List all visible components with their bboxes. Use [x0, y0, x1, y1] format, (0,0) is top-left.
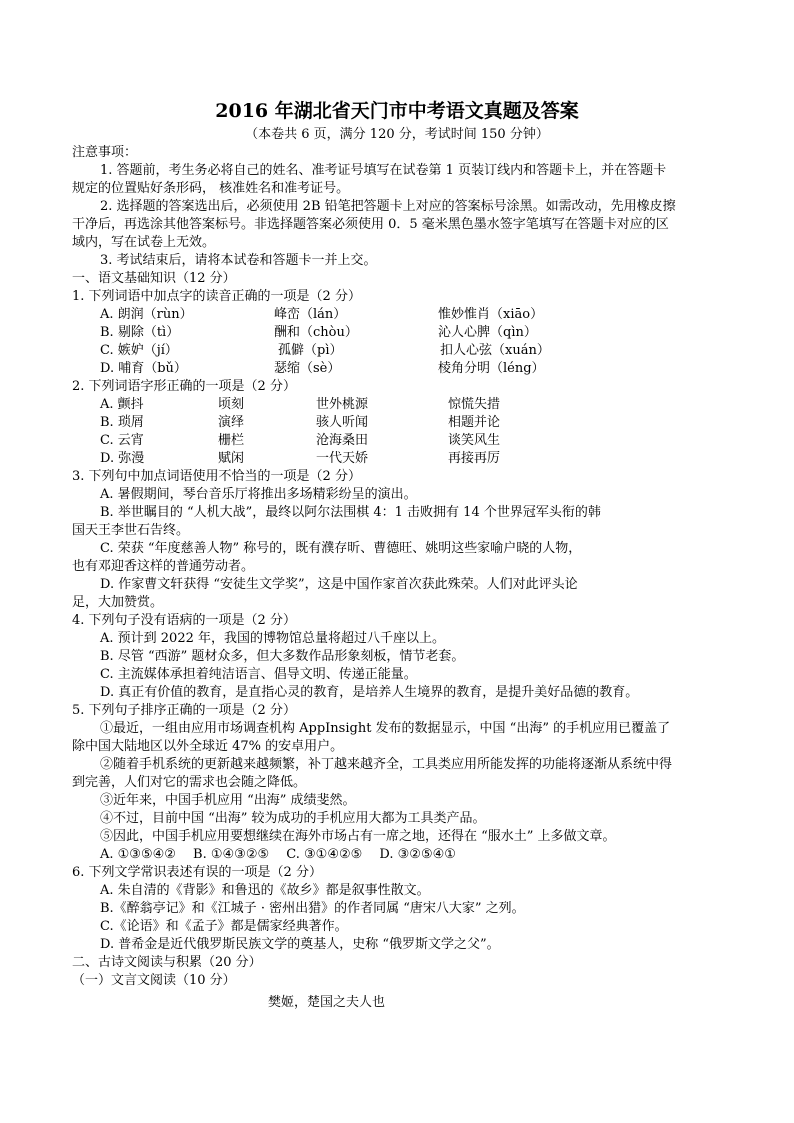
notice-item-2-line-2: 干净后，再选涂其他答案标号。非选择题答案必须使用 0．5 毫米黑色墨水签字笔填写在答题卡对应的区 [72, 217, 669, 232]
q1-option-c-2: 孤僻（pì） [278, 343, 343, 358]
q1-option-a-1: A. 朗润（rùn） [100, 307, 193, 322]
q6-stem: 6. 下列文学常识表述有误的一项是（2 分） [72, 865, 322, 880]
section-2-heading: 二、古诗文阅读与积累（20 分） [72, 955, 262, 970]
notice-item-2-line-1: 2. 选择题的答案选出后，必须使用 2B 铅笔把答题卡上对应的答案标号涂黑。如需改动，先用橡皮擦 [100, 199, 676, 214]
q3-option-d-line-2: 足，大加赞赏。 [72, 595, 164, 610]
q3-stem: 3. 下列句中加点词语使用不恰当的一项是（2 分） [72, 469, 361, 484]
exam-subtitle: （本卷共 6 页，满分 120 分，考试时间 150 分钟） [245, 127, 549, 142]
q5-sentence-3: ③近年来，中国手机应用 “出海” 成绩斐然。 [100, 793, 356, 808]
q1-option-c-3: 扣人心弦（xuán） [440, 343, 550, 358]
q3-option-c-line-1: C. 荣获 “年度慈善人物” 称号的，既有濮存昕、曹德旺、姚明这些家喻户晓的人物， [100, 541, 582, 556]
q5-sentence-2-line-1: ②随着手机系统的更新越来越频繁，补丁越来越齐全，工具类应用所能发挥的功能将逐渐从系统中得 [100, 757, 673, 772]
notice-item-3: 3. 考试结束后，请将本试卷和答题卡一并上交。 [100, 253, 377, 268]
section-2-1-heading: （一）文言文阅读（10 分） [72, 973, 236, 988]
q5-sentence-2-line-2: 到完善，人们对它的需求也会随之降低。 [72, 775, 307, 790]
notice-heading: 注意事项： [72, 145, 138, 160]
q4-option-b: B. 尽管 “西游” 题材众多，但大多数作品形象刻板，情节老套。 [100, 649, 465, 664]
q2-option-a-1: A. 颤抖 [100, 397, 144, 412]
notice-item-1-line-1: 1. 答题前，考生务必将自己的姓名、准考证号填写在试卷第 1 页装订线内和答题卡上，并在答题卡 [100, 163, 667, 178]
q2-option-a-3: 世外桃源 [316, 397, 369, 412]
q5-sentence-1-line-2: 除中国大陆地区以外全球近 47% 的安卓用户。 [72, 739, 344, 754]
q2-option-d-3: 一代天娇 [316, 451, 369, 466]
q2-option-b-4: 相题并论 [448, 415, 501, 430]
notice-item-2-line-3: 域内，写在试卷上无效。 [72, 235, 216, 250]
q2-option-d-2: 赋闲 [218, 451, 245, 466]
q2-option-d-1: D. 弥漫 [100, 451, 145, 466]
q3-option-d-line-1: D. 作家曹文轩获得 “安徒生文学奖”，这是中国作家首次获此殊荣。人们对此评头论 [100, 577, 578, 592]
q6-option-c: C.《论语》和《孟子》都是儒家经典著作。 [100, 919, 348, 934]
q5-sentence-4: ④不过，目前中国 “出海” 较为成功的手机应用大都为工具类产品。 [100, 811, 486, 826]
q5-options: A. ①③⑤④② B. ①④③②⑤ C. ③①④②⑤ D. ③②⑤④① [100, 847, 456, 862]
q3-option-b-line-1: B. 举世瞩目的 “人机大战”，最终以阿尔法围棋 4：1 击败拥有 14 个世界冠军头衔的韩 [100, 505, 601, 520]
q2-option-c-1: C. 云宵 [100, 433, 144, 448]
q2-stem: 2. 下列词语字形正确的一项是（2 分） [72, 379, 296, 394]
q6-option-b: B.《醉翁亭记》和《江城子 · 密州出猎》的作者同属 “唐宋八大家” 之列。 [100, 901, 525, 916]
q1-option-b-1: B. 剔除（tì） [100, 325, 180, 340]
notice-item-1-line-2: 规定的位置贴好条形码， 核准姓名和准考证号。 [72, 181, 350, 196]
q4-option-a: A. 预计到 2022 年，我国的博物馆总量将超过八千座以上。 [100, 631, 446, 646]
q6-option-a: A. 朱自清的《背影》和鲁迅的《故乡》都是叙事性散文。 [100, 883, 430, 898]
q3-option-c-line-2: 也有邓迎香这样的普通劳动者。 [72, 559, 255, 574]
q1-stem: 1. 下列词语中加点字的读音正确的一项是（2 分） [72, 289, 361, 304]
section-1-heading: 一、语文基础知识（12 分） [72, 271, 236, 286]
q1-option-d-1: D. 哺育（bǔ） [100, 361, 187, 376]
q1-option-d-3: 棱角分明（léng） [438, 361, 545, 376]
q5-sentence-1-line-1: ①最近，一组由应用市场调查机构 AppInsight 发布的数据显示，中国 “出海” 的手机应用已覆盖了 [100, 721, 671, 736]
q4-stem: 4. 下列句子没有语病的一项是（2 分） [72, 613, 296, 628]
q5-sentence-5: ⑤因此，中国手机应用要想继续在海外市场占有一席之地，还得在 “服水土” 上多做文章。 [100, 829, 616, 844]
q4-option-d: D. 真正有价值的教育，是直指心灵的教育，是培养人生境界的教育，是提升美好品德的教育。 [100, 685, 639, 700]
q1-option-a-3: 惟妙惟肖（xiāo） [438, 307, 544, 322]
passage-title: 樊姬，楚国之夫人也 [268, 995, 386, 1010]
q3-option-a: A. 暑假期间，琴台音乐厅将推出多场精彩纷呈的演出。 [100, 487, 417, 502]
q3-option-b-line-2: 国天王李世石告终。 [72, 523, 190, 538]
q1-option-b-2: 酬和（chòu） [274, 325, 358, 340]
q2-option-c-4: 谈笑风生 [448, 433, 501, 448]
q2-option-a-2: 顷刻 [218, 397, 245, 412]
q2-option-a-4: 惊慌失措 [448, 397, 501, 412]
q2-option-c-3: 沧海桑田 [316, 433, 369, 448]
exam-title: 2016 年湖北省天门市中考语文真题及答案 [215, 100, 579, 122]
q2-option-b-2: 演绎 [218, 415, 245, 430]
q4-option-c: C. 主流媒体承担着纯洁语言、倡导文明、传递正能量。 [100, 667, 417, 682]
q1-option-a-2: 峰峦（lán） [274, 307, 347, 322]
q1-option-c-1: C. 嫉妒（jí） [100, 343, 178, 358]
q1-option-d-2: 瑟缩（sè） [274, 361, 341, 376]
q2-option-d-4: 再接再厉 [448, 451, 501, 466]
q5-stem: 5. 下列句子排序正确的一项是（2 分） [72, 703, 296, 718]
q2-option-b-1: B. 琐屑 [100, 415, 144, 430]
q6-option-d: D. 普希金是近代俄罗斯民族文学的奠基人，史称 “俄罗斯文学之父”。 [100, 937, 500, 952]
q2-option-c-2: 栅栏 [218, 433, 245, 448]
q1-option-b-3: 沁人心脾（qìn） [438, 325, 537, 340]
q2-option-b-3: 骇人听闻 [316, 415, 369, 430]
